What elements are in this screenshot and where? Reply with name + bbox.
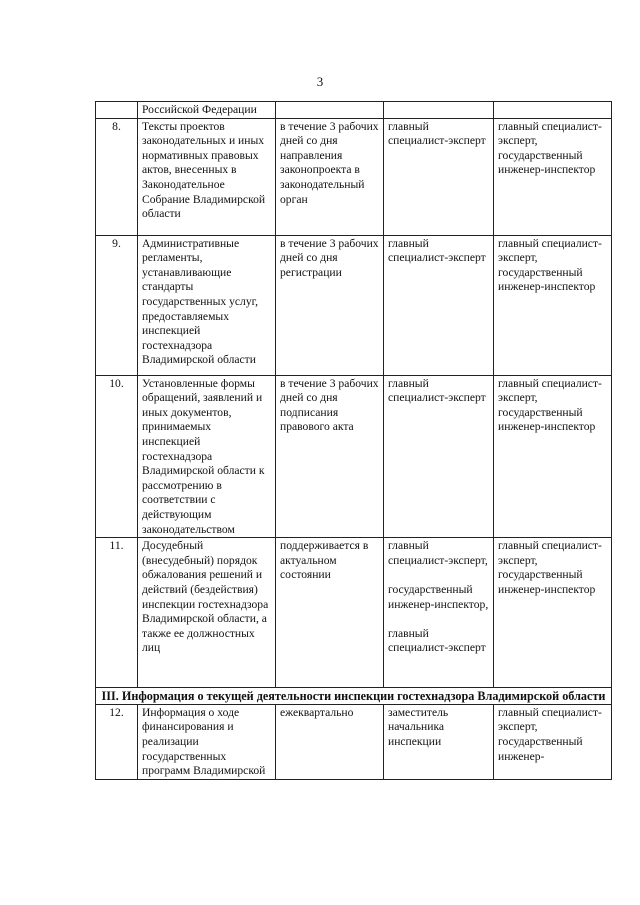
document-name-cell: Досудебный (внесудебный) порядок обжалования решений и действий (бездействия) инспекции гостехнадзора Владимирской области, а также ее должностных лиц bbox=[138, 538, 276, 688]
term-cell: в течение 3 рабочих дней со дня регистрации bbox=[276, 235, 384, 375]
provider-cell: главный специалист-эксперт, государственный инженер-инспектор bbox=[494, 118, 612, 235]
responsible-cell: главный специалист-эксперт, государственный инженер-инспектор, главный специалист-эксперт bbox=[384, 538, 494, 688]
responsible-cell: главный специалист-эксперт bbox=[384, 235, 494, 375]
responsible-cell: заместитель начальника инспекции bbox=[384, 704, 494, 779]
provider-cell: главный специалист-эксперт, государственный инженер-инспектор bbox=[494, 538, 612, 688]
document-name-cell: Российской Федерации bbox=[138, 102, 276, 119]
row-number: 8. bbox=[96, 118, 138, 235]
information-table bbox=[95, 101, 612, 780]
document-name-cell: Установленные формы обращений, заявлений и иных документов, принимаемых инспекцией гостехнадзора Владимирской области к рассмотрению в соответствии с действующим законодательством bbox=[138, 375, 276, 538]
section-heading: III. Информация о текущей деятельности инспекции гостехнадзора Владимирской области bbox=[96, 688, 612, 705]
provider-cell: главный специалист-эксперт, государственный инженер-инспектор bbox=[494, 375, 612, 538]
term-cell: ежеквартально bbox=[276, 704, 384, 779]
row-number: 10. bbox=[96, 375, 138, 538]
section-header-row bbox=[96, 688, 612, 705]
term-cell: поддерживается в актуальном состоянии bbox=[276, 538, 384, 688]
row-number: 11. bbox=[96, 538, 138, 688]
document-name-cell: Тексты проектов законодательных и иных нормативных правовых актов, внесенных в Законодательное Собрание Владимирской области bbox=[138, 118, 276, 235]
term-cell: в течение 3 рабочих дней со дня подписания правового акта bbox=[276, 375, 384, 538]
table-row bbox=[96, 102, 612, 119]
provider-cell: главный специалист-эксперт, государственный инженер- bbox=[494, 704, 612, 779]
responsible-cell: главный специалист-эксперт bbox=[384, 118, 494, 235]
row-number: 9. bbox=[96, 235, 138, 375]
row-number: 12. bbox=[96, 704, 138, 779]
table-row bbox=[96, 118, 612, 235]
responsible-cell bbox=[384, 102, 494, 119]
document-name-cell: Информация о ходе финансирования и реализации государственных программ Владимирской bbox=[138, 704, 276, 779]
provider-cell bbox=[494, 102, 612, 119]
table-row bbox=[96, 704, 612, 779]
term-cell bbox=[276, 102, 384, 119]
row-number bbox=[96, 102, 138, 119]
table-row bbox=[96, 375, 612, 538]
document-name-cell: Административные регламенты, устанавливающие стандарты государственных услуг, предоставляемых инспекцией гостехнадзора Владимирской области bbox=[138, 235, 276, 375]
term-cell: в течение 3 рабочих дней со дня направления законопроекта в законодательный орган bbox=[276, 118, 384, 235]
responsible-cell: главный специалист-эксперт bbox=[384, 375, 494, 538]
page-number: 3 bbox=[316, 74, 324, 89]
table-row bbox=[96, 235, 612, 375]
provider-cell: главный специалист-эксперт, государственный инженер-инспектор bbox=[494, 235, 612, 375]
table-row bbox=[96, 538, 612, 688]
